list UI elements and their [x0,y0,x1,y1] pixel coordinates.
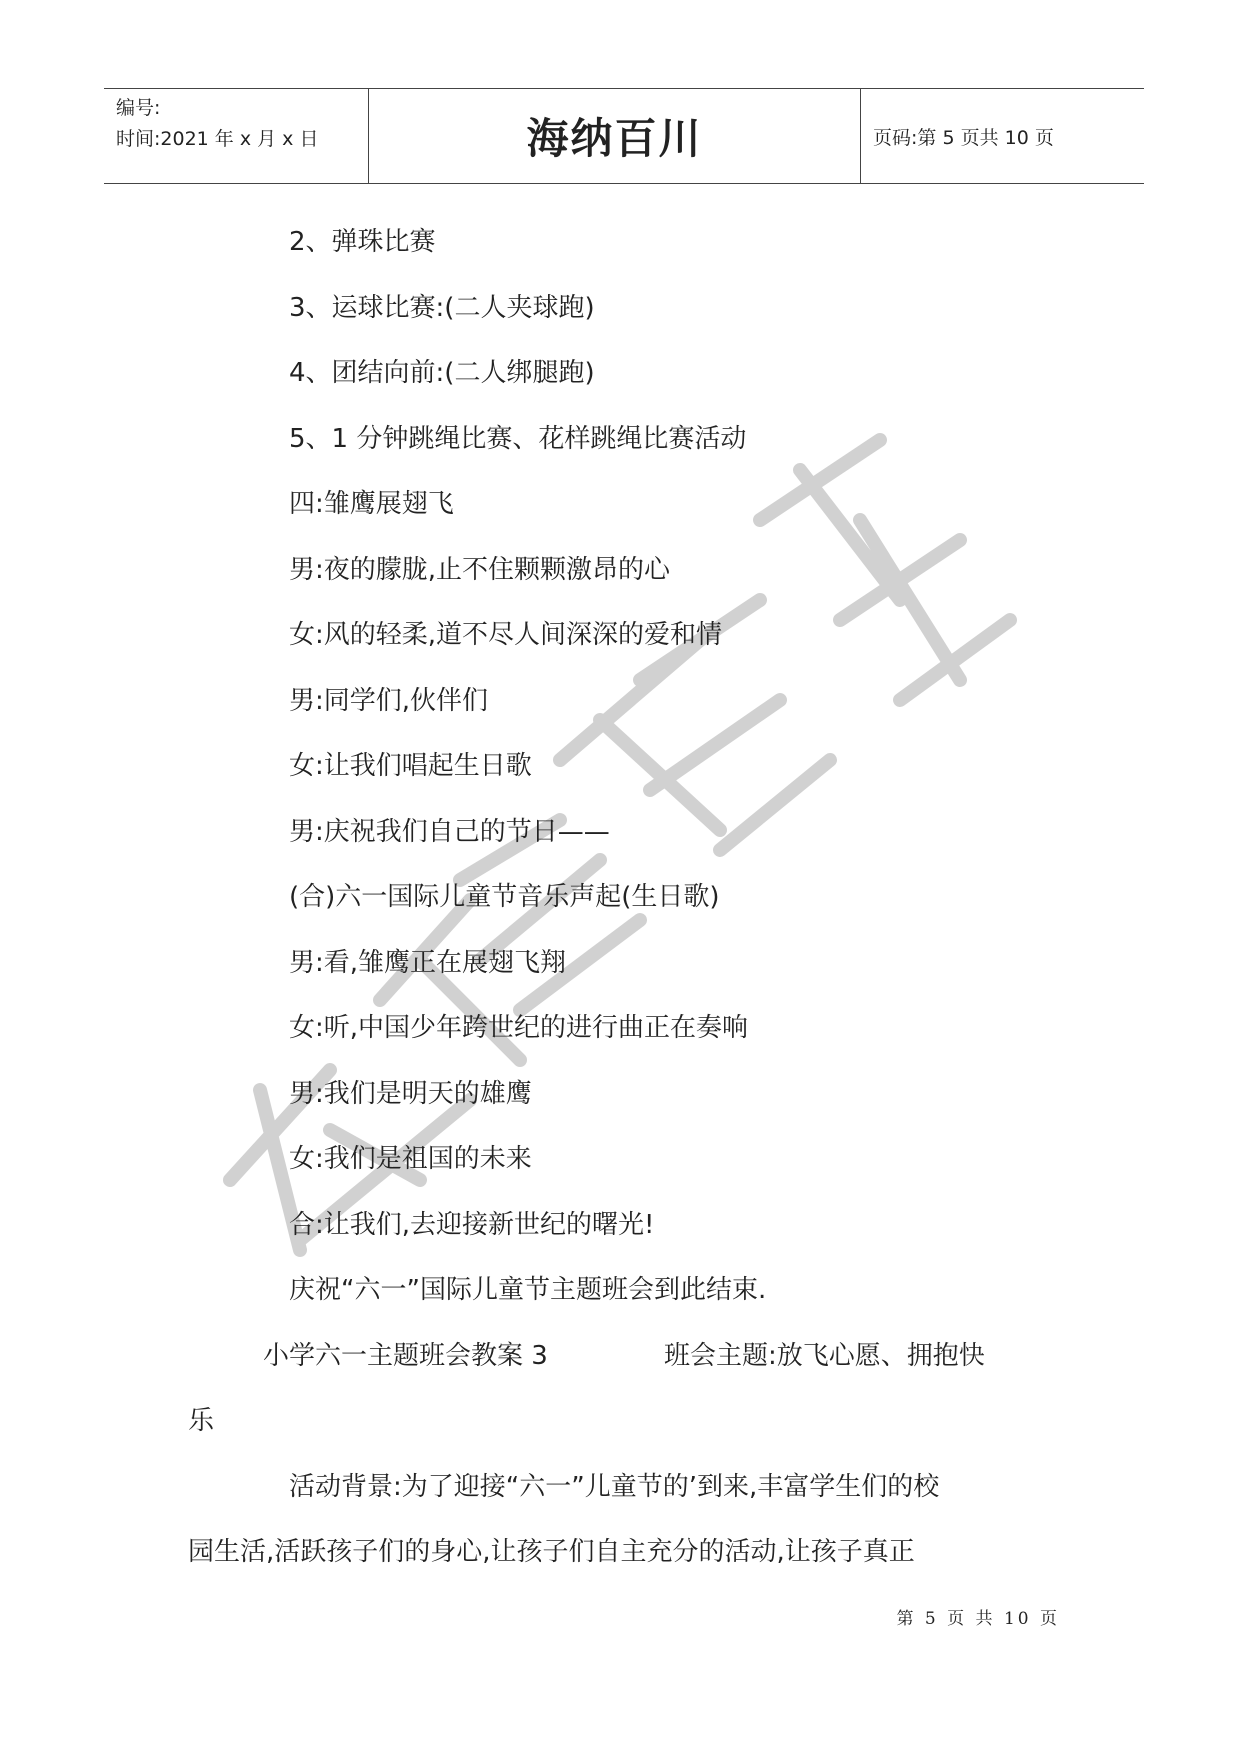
body-line: 男:庆祝我们自己的节日—— [289,817,610,847]
header-meta [104,89,368,183]
body-line: 女:听,中国少年跨世纪的进行曲正在奏响 [289,1013,749,1043]
page-footer: 第 5 页 共 10 页 [896,1609,1060,1629]
body-line: 4、团结向前:(二人绑腿跑) [289,358,595,388]
body-line: 男:我们是明天的雄鹰 [289,1079,532,1109]
body-line: 3、运球比赛:(二人夹球跑) [289,293,595,323]
body-line: 男:看,雏鹰正在展翅飞翔 [289,948,567,978]
body-line: 男:同学们,伙伴们 [289,686,489,716]
document-number: 编号: [116,97,161,119]
body-line: 庆祝“六一”国际儿童节主题班会到此结束. [289,1275,767,1305]
header-brand: 海纳百川 [368,89,861,183]
section-title: 小学六一主题班会教案 3 [263,1341,548,1371]
section-theme: 班会主题:放飞心愿、拥抱快 [664,1341,985,1371]
paragraph-line: 活动背景:为了迎接“六一”儿童节的’到来,丰富学生们的校 [289,1472,940,1502]
header-page-info: 页码:第 5 页共 10 页 [873,126,1054,149]
body-line: (合)六一国际儿童节音乐声起(生日歌) [289,882,720,912]
body-line: 四:雏鹰展翅飞 [289,489,454,519]
body-line: 女:我们是祖国的未来 [289,1144,532,1174]
body-line: 5、1 分钟跳绳比赛、花样跳绳比赛活动 [289,424,747,454]
body-line: 2、弹珠比赛 [289,227,436,257]
paragraph-line: 园生活,活跃孩子们的身心,让孩子们自主充分的活动,让孩子真正 [188,1537,915,1567]
body-line: 合:让我们,去迎接新世纪的曙光! [289,1210,655,1240]
section-theme-cont: 乐 [188,1406,215,1436]
body-line: 女:风的轻柔,道不尽人间深深的爱和情 [289,620,723,650]
body-line: 男:夜的朦胧,止不住颗颗激昂的心 [289,555,671,585]
page-header [104,88,1144,184]
document-date: 时间:2021 年 x 月 x 日 [116,128,319,150]
body-line: 女:让我们唱起生日歌 [289,751,532,781]
